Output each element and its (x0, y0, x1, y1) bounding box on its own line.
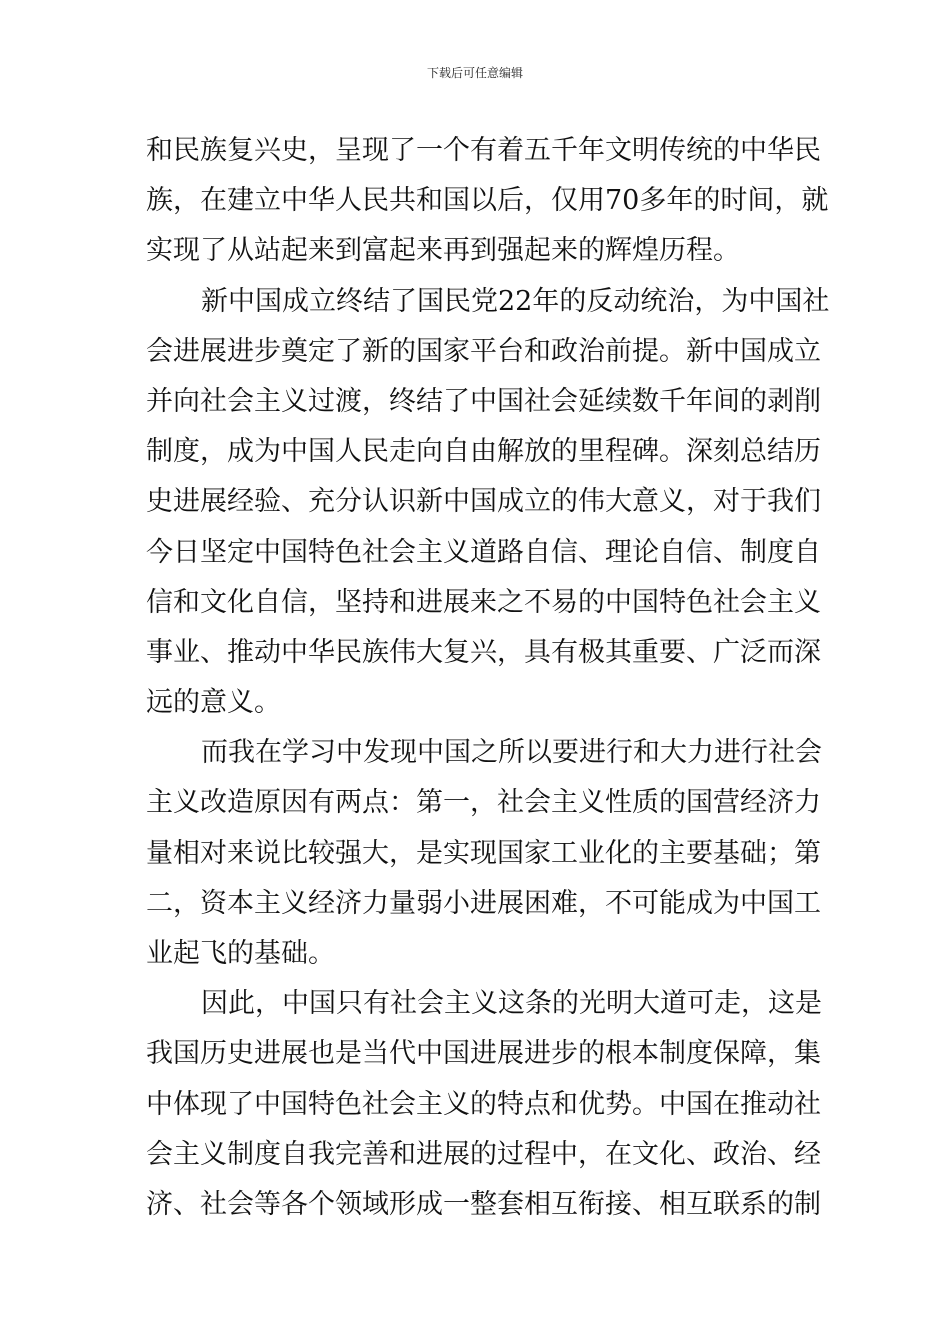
text-line: 量相对来说比较强大，是实现国家工业化的主要基础；第 (146, 837, 821, 869)
text-line: 济、社会等各个领域形成一整套相互衔接、相互联系的制 (146, 1188, 821, 1220)
text-line: 会主义制度自我完善和进展的过程中，在文化、政治、经 (146, 1138, 821, 1170)
text-line: 主义改造原因有两点：第一，社会主义性质的国营经济力 (146, 787, 821, 819)
text-line: 事业、推动中华民族伟大复兴，具有极其重要、广泛而深 (146, 636, 821, 668)
page-header: 下载后可任意编辑 (426, 66, 523, 80)
text-line: 我国历史进展也是当代中国进展进步的根本制度保障，集 (146, 1038, 821, 1070)
text-line: 史进展经验、充分认识新中国成立的伟大意义，对于我们 (146, 486, 821, 518)
text-line: 制度，成为中国人民走向自由解放的里程碑。深刻总结历 (146, 436, 821, 468)
text-line: 中体现了中国特色社会主义的特点和优势。中国在推动社 (146, 1088, 821, 1120)
text-line: 信和文化自信，坚持和进展来之不易的中国特色社会主义 (146, 586, 821, 618)
text-line: 并向社会主义过渡，终结了中国社会延续数千年间的剥削 (146, 385, 821, 417)
text-line: 会进展进步奠定了新的国家平台和政治前提。新中国成立 (146, 335, 821, 367)
text-line: 二，资本主义经济力量弱小进展困难，不可能成为中国工 (146, 887, 821, 919)
text-line: 因此，中国只有社会主义这条的光明大道可走，这是 (201, 988, 822, 1020)
text-line: 和民族复兴史，呈现了一个有着五千年文明传统的中华民 (146, 135, 821, 166)
document-body (146, 126, 830, 1230)
text-line: 远的意义。 (146, 687, 281, 719)
text-line: 新中国成立终结了国民党22年的反动统治，为中国社 (201, 285, 830, 317)
text-line: 实现了从站起来到富起来再到强起来的辉煌历程。 (146, 235, 740, 267)
text-line: 而我在学习中发现中国之所以要进行和大力进行社会 (201, 737, 822, 769)
text-line: 族，在建立中华人民共和国以后，仅用70多年的时间，就 (146, 185, 829, 217)
text-line: 今日坚定中国特色社会主义道路自信、理论自信、制度自 (146, 536, 821, 568)
text-line: 业起飞的基础。 (146, 938, 335, 969)
